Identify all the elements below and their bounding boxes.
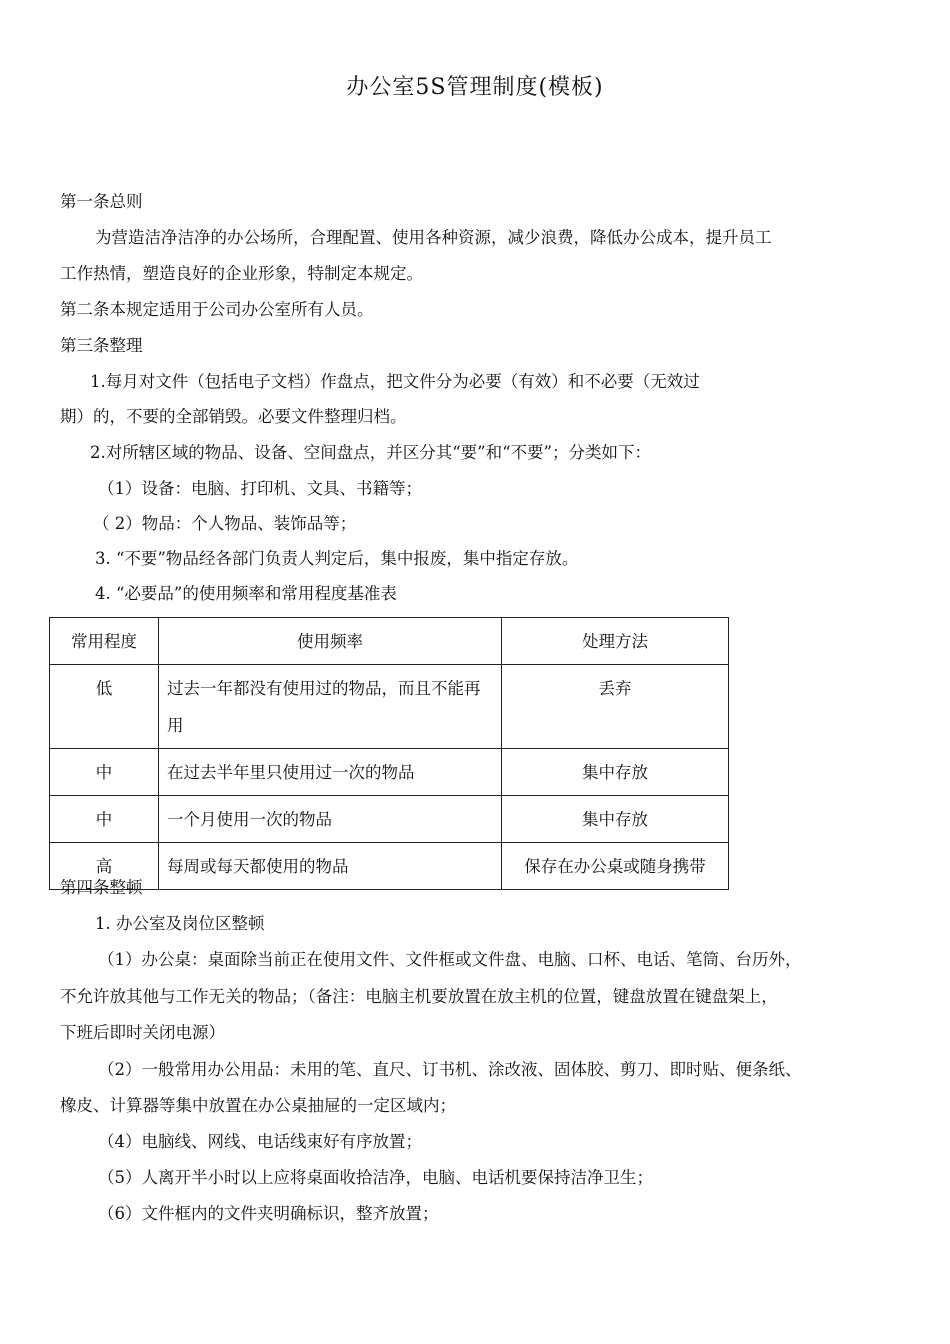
article-4-sub-2-line-2: 橡皮、计算器等集中放置在办公桌抽屉的一定区域内； (60, 1096, 456, 1115)
table-header-cell: 使用频率 (159, 618, 502, 665)
table-cell-frequency: 每周或每天都使用的物品 (159, 843, 502, 890)
table-cell-frequency: 一个月使用一次的物品 (159, 796, 502, 843)
article-3-item-2-sub-2: （ 2）物品：个人物品、装饰品等； (93, 514, 357, 533)
article-3-heading: 第三条整理 (60, 336, 143, 355)
article-3-item-2: 2.对所辖区域的物品、设备、空间盘点，并区分其“要”和“不要”；分类如下： (90, 443, 651, 462)
table-cell-method: 保存在办公桌或随身携带 (502, 843, 729, 890)
article-3-item-3: 3. “不要”物品经各部门负责人判定后，集中报废，集中指定存放。 (95, 549, 579, 568)
article-4-sub-2-line-1: （2）一般常用办公用品：未用的笔、直尺、订书机、涂改液、固体胶、剪刀、即时贴、便条纸、 (98, 1060, 802, 1079)
table-row (50, 796, 729, 843)
article-1-text-line-1: 为营造洁净洁净的办公场所，合理配置、使用各种资源，减少浪费，降低办公成本，提升员工 (95, 228, 772, 247)
table-header-cell: 常用程度 (50, 618, 159, 665)
article-4-sub-4: （4）电脑线、网线、电话线束好有序放置； (98, 1132, 422, 1151)
article-4-item-1: 1. 办公室及岗位区整顿 (95, 914, 265, 933)
table-cell-level: 高 (50, 843, 159, 890)
article-4-sub-5: （5）人离开半小时以上应将桌面收拾洁净，电脑、电话机要保持洁净卫生； (98, 1168, 653, 1187)
article-1-text-line-2: 工作热情，塑造良好的企业形象，特制定本规定。 (60, 264, 423, 283)
table-cell-method: 集中存放 (502, 796, 729, 843)
table-cell-frequency: 在过去半年里只使用过一次的物品 (159, 749, 502, 796)
article-3-item-1-line-1: 1.每月对文件（包括电子文档）作盘点，把文件分为必要（有效）和不必要（无效过 (90, 372, 700, 391)
article-3-item-1-line-2: 期）的，不要的全部销毁。必要文件整理归档。 (60, 407, 407, 426)
table-row (50, 749, 729, 796)
article-3-item-2-sub-1: （1）设备：电脑、打印机、文具、书籍等； (98, 479, 422, 498)
usage-frequency-table (49, 617, 729, 890)
table-cell-level: 中 (50, 749, 159, 796)
table-cell-level: 中 (50, 796, 159, 843)
table-cell-method: 集中存放 (502, 749, 729, 796)
table-header-row (50, 618, 729, 665)
table-row (50, 843, 729, 890)
table-header-cell: 处理方法 (502, 618, 729, 665)
table-cell-frequency: 过去一年都没有使用过的物品，而且不能再用 (159, 665, 502, 749)
article-4-sub-1-line-1: （1）办公桌：桌面除当前正在使用文件、文件框或文件盘、电脑、口杯、电话、笔筒、台历外， (98, 950, 802, 969)
table-cell-method: 丢弃 (502, 665, 729, 749)
article-4-heading: 第四条整顿 (60, 878, 143, 897)
article-1-heading: 第一条总则 (60, 192, 143, 211)
article-4-sub-1-line-3: 下班后即时关闭电源） (60, 1023, 225, 1042)
table-cell-level: 低 (50, 665, 159, 749)
article-3-item-4: 4. “必要品”的使用频率和常用程度基准表 (95, 584, 397, 603)
document-title: 办公室5S管理制度(模板) (346, 75, 604, 100)
article-2-text: 第二条本规定适用于公司办公室所有人员。 (60, 300, 374, 319)
table-row (50, 665, 729, 749)
article-4-sub-1-line-2: 不允许放其他与工作无关的物品；（备注：电脑主机要放置在放主机的位置，键盘放置在键盘架上， (60, 987, 778, 1006)
article-4-sub-6: （6）文件框内的文件夹明确标识，整齐放置； (98, 1204, 439, 1223)
